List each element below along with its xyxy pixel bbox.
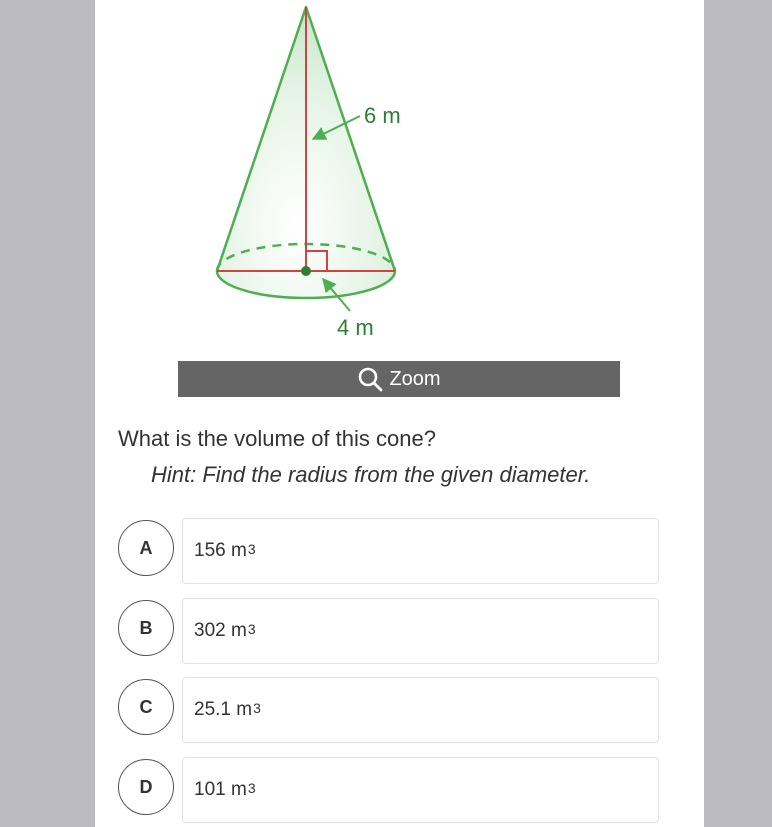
slant-label: 6 m	[364, 103, 401, 128]
option-answer[interactable]	[182, 598, 659, 664]
zoom-button[interactable]	[178, 361, 620, 397]
center-dot	[301, 266, 311, 276]
option-d[interactable]	[118, 757, 659, 823]
option-exponent: 3	[247, 780, 256, 796]
option-value: 156 m	[194, 540, 247, 561]
option-c[interactable]	[118, 677, 659, 743]
option-letter[interactable]: A	[118, 520, 174, 576]
option-letter[interactable]: D	[118, 759, 174, 815]
option-b[interactable]	[118, 598, 659, 664]
option-answer[interactable]	[182, 677, 659, 743]
search-icon	[357, 366, 383, 392]
cone-figure	[95, 0, 704, 350]
question-text: What is the volume of this cone?	[118, 426, 436, 451]
zoom-label: Zoom	[389, 367, 441, 390]
option-letter[interactable]: C	[118, 679, 174, 735]
option-answer[interactable]	[182, 518, 659, 584]
question-hint: Hint: Find the radius from the given diameter.	[151, 462, 591, 487]
option-value: 101 m	[194, 779, 247, 800]
question-page	[95, 0, 704, 827]
option-exponent: 3	[247, 621, 256, 637]
option-value: 302 m	[194, 620, 247, 641]
option-exponent: 3	[247, 541, 256, 557]
option-letter[interactable]: B	[118, 600, 174, 656]
diameter-label: 4 m	[337, 315, 374, 340]
cone-diagram	[95, 0, 704, 350]
option-answer[interactable]	[182, 757, 659, 823]
option-exponent: 3	[253, 700, 261, 716]
option-value: 25.1 m	[194, 699, 253, 720]
option-a[interactable]	[118, 518, 659, 584]
